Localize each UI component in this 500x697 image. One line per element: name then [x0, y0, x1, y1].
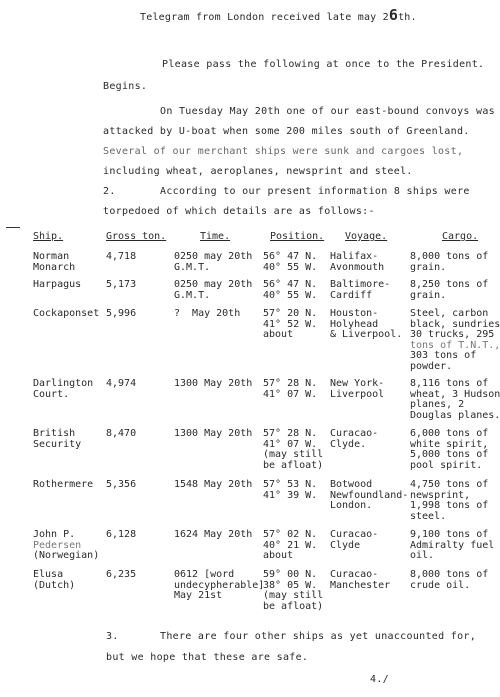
para2-line-1: According to our present information 8 ships were: [160, 186, 470, 197]
time-text: 1300 May 20th: [174, 428, 253, 439]
col-header-ship: Ship.: [33, 231, 64, 242]
position-text: 57° 28 N.: [263, 378, 318, 389]
time-text: 0612 [word: [174, 569, 235, 580]
heading-date-digit: 6: [388, 6, 399, 24]
ship-name: Elusa: [33, 569, 64, 580]
intro-line-2: Begins.: [103, 81, 148, 92]
cargo-text: steel.: [410, 510, 447, 522]
cargo-text: 8,116 tons of: [410, 378, 489, 389]
voyage-text: Cardiff: [330, 289, 373, 301]
voyage-text: Avonmouth: [330, 261, 385, 273]
cargo-text: crude oil.: [410, 579, 471, 591]
cargo-text: 8,250 tons of: [410, 279, 489, 290]
ship-name: Security: [33, 438, 82, 450]
cargo-text: grain.: [410, 261, 447, 273]
intro-line-1: Please pass the following at once to the President.: [162, 59, 485, 70]
position-text: (may still: [263, 590, 324, 601]
ship-name: Cockaponset: [33, 308, 100, 319]
telegram-heading: [140, 6, 417, 24]
ship-name: Norman: [33, 251, 70, 262]
position-text: be afloat): [263, 459, 324, 471]
ship-name: (Norwegian): [33, 550, 100, 561]
cargo-text: 4,750 tons of: [410, 479, 489, 490]
position-text: 56° 47 N.: [263, 251, 318, 262]
col-header-time: Time.: [200, 231, 231, 242]
cargo-text: black, sundries: [410, 318, 500, 330]
col-header-cargo: Cargo.: [442, 231, 479, 242]
position-text: 40° 21 W.: [263, 539, 318, 551]
cargo-text: planes, 2: [410, 399, 465, 410]
para1-line-1: On Tuesday May 20th one of our east-bound convoys was: [160, 106, 495, 117]
position-text: 41° 07 W.: [263, 388, 318, 400]
cargo-text: pool spirit.: [410, 459, 483, 471]
position-text: 56° 47 N.: [263, 279, 318, 290]
time-text: 1624 May 20th: [174, 529, 253, 540]
heading-prefix: Telegram from London received late may 2: [140, 12, 389, 23]
cargo-text: tons of T.N.T.,: [410, 339, 500, 351]
cargo-text: powder.: [410, 360, 453, 372]
col-header-voyage: Voyage.: [345, 231, 388, 242]
position-text: 57° 28 N.: [263, 428, 318, 439]
time-text: undecypherable]: [174, 579, 265, 591]
para3-line-1: There are four other ships as yet unaccounted for,: [160, 631, 477, 642]
cargo-text: Douglas planes.: [410, 409, 500, 421]
position-text: 57° 02 N.: [263, 529, 318, 540]
para1-line-3: Several of our merchant ships were sunk and cargoes lost,: [103, 146, 464, 157]
time-text: G.M.T.: [174, 289, 211, 301]
voyage-text: Holyhead: [330, 318, 379, 330]
position-text: (may still: [263, 449, 324, 460]
ship-name: Pedersen: [33, 539, 82, 551]
voyage-text: London.: [330, 500, 373, 511]
ship-name: Rothermere: [33, 479, 94, 490]
position-text: 57° 53 N.: [263, 479, 318, 490]
gross-tonnage: 5,356: [106, 479, 137, 490]
position-text: about: [263, 329, 294, 340]
cargo-text: 303 tons of: [410, 350, 477, 361]
para2-line-2: torpedoed of which details are as follows:-: [103, 206, 375, 217]
voyage-text: Halifax-: [330, 251, 379, 262]
time-text: 0250 may 20th: [174, 279, 253, 290]
voyage-text: Curacao-: [330, 529, 379, 540]
cargo-text: 8,000 tons of: [410, 251, 489, 262]
margin-dash: [6, 227, 20, 228]
position-text: 40° 55 W.: [263, 261, 318, 273]
position-text: about: [263, 550, 294, 561]
cargo-text: 6,000 tons of: [410, 428, 489, 439]
cargo-text: oil.: [410, 550, 435, 561]
cargo-text: 8,000 tons of: [410, 569, 489, 580]
cargo-text: Admiralty fuel: [410, 539, 495, 551]
col-header-position: Position.: [270, 231, 325, 242]
time-text: 1548 May 20th: [174, 479, 253, 490]
gross-tonnage: 5,173: [106, 279, 137, 290]
gross-tonnage: 6,128: [106, 529, 137, 540]
col-header-gross-ton: Gross ton.: [106, 231, 167, 242]
gross-tonnage: 5,996: [106, 308, 137, 319]
voyage-text: & Liverpool.: [330, 329, 403, 340]
cargo-text: 30 trucks, 295: [410, 329, 495, 340]
gross-tonnage: 8,470: [106, 428, 137, 439]
ship-name: Darlington: [33, 378, 94, 389]
voyage-text: Clyde: [330, 539, 361, 551]
position-text: 41° 39 W.: [263, 489, 318, 501]
para1-line-2: attacked by U-boat when some 200 miles south of Greenland.: [103, 126, 470, 137]
gross-tonnage: 6,235: [106, 569, 137, 580]
ship-name: (Dutch): [33, 579, 76, 591]
position-text: 41° 07 W.: [263, 438, 318, 450]
cargo-text: grain.: [410, 289, 447, 301]
position-text: 59° 00 N.: [263, 569, 318, 580]
ship-name: John P.: [33, 529, 76, 540]
voyage-text: Botwood: [330, 479, 373, 490]
ship-name: Monarch: [33, 261, 76, 273]
position-text: 57° 20 N.: [263, 308, 318, 319]
time-text: G.M.T.: [174, 261, 211, 273]
gross-tonnage: 4,718: [106, 251, 137, 262]
voyage-text: Clyde.: [330, 438, 367, 450]
para3-line-2: but we hope that these are safe.: [106, 652, 309, 663]
position-text: be afloat): [263, 600, 324, 612]
position-text: 41° 52 W.: [263, 318, 318, 330]
cargo-text: 1,998 tons of: [410, 500, 489, 511]
para1-line-4: including wheat, aeroplanes, newsprint and steel.: [103, 166, 413, 177]
position-text: 40° 55 W.: [263, 289, 318, 301]
voyage-text: Baltimore-: [330, 279, 391, 290]
page-continuation-marker: 4./: [370, 674, 389, 685]
voyage-text: Houston-: [330, 308, 379, 319]
cargo-text: Steel, carbon: [410, 308, 489, 319]
ship-name: Harpagus: [33, 279, 82, 290]
para3-number: 3.: [106, 631, 119, 642]
ship-name: Court.: [33, 388, 70, 400]
position-text: 38° 05 W.: [263, 579, 318, 591]
voyage-text: Newfoundland-: [330, 489, 409, 501]
voyage-text: New York-: [330, 378, 385, 389]
time-text: 1300 May 20th: [174, 378, 253, 389]
cargo-text: 5,000 tons of: [410, 449, 489, 460]
para2-number: 2.: [103, 186, 116, 197]
voyage-text: Curacao-: [330, 428, 379, 439]
cargo-text: wheat, 3 Hudson: [410, 388, 500, 400]
voyage-text: Manchester: [330, 579, 391, 591]
gross-tonnage: 4,974: [106, 378, 137, 389]
cargo-text: white spirit,: [410, 438, 489, 450]
cargo-text: newsprint,: [410, 489, 471, 501]
voyage-text: Liverpool: [330, 388, 385, 400]
voyage-text: Curacao-: [330, 569, 379, 580]
time-text: 0250 may 20th: [174, 251, 253, 262]
time-text: ? May 20th: [174, 308, 241, 319]
heading-suffix: th.: [398, 12, 417, 23]
time-text: May 21st: [174, 590, 223, 601]
ship-name: British: [33, 428, 76, 439]
cargo-text: 9,100 tons of: [410, 529, 489, 540]
